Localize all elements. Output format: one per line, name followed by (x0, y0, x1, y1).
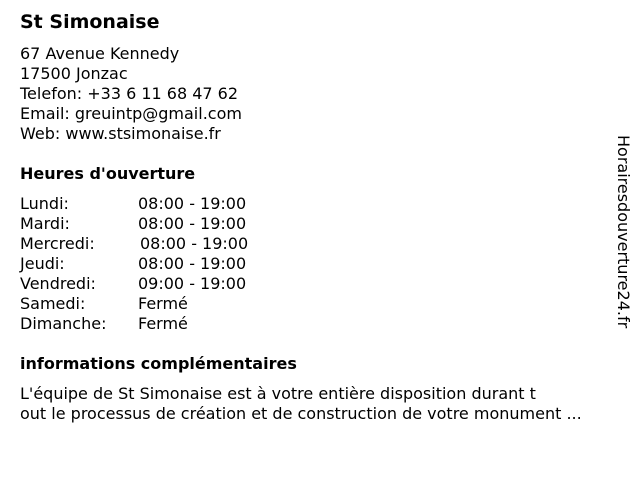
day-label: Samedi: (20, 294, 86, 313)
day-label: Mercredi: (20, 234, 95, 253)
website: Web: www.stsimonaise.fr (20, 124, 221, 143)
time-value: Fermé (138, 314, 188, 333)
address-city: 17500 Jonzac (20, 64, 128, 83)
time-value: 08:00 - 19:00 (140, 234, 249, 253)
time-value: 08:00 - 19:00 (138, 194, 247, 213)
contact-block (20, 44, 242, 144)
day-label: Dimanche: (20, 314, 107, 333)
info-line: L'équipe de St Simonaise est à votre entière disposition durant t (20, 384, 536, 403)
phone-number: Telefon: +33 6 11 68 47 62 (20, 84, 239, 103)
time-value: 08:00 - 19:00 (138, 254, 247, 273)
day-label: Mardi: (20, 214, 70, 233)
business-name: St Simonaise (20, 11, 160, 33)
site-watermark: Horairesdouverture24.fr (614, 135, 633, 329)
additional-info-heading: informations complémentaires (20, 354, 297, 373)
opening-hours-heading: Heures d'ouverture (20, 164, 196, 183)
time-value: 09:00 - 19:00 (138, 274, 247, 293)
day-label: Vendredi: (20, 274, 96, 293)
time-value: 08:00 - 19:00 (138, 214, 247, 233)
additional-info-text (20, 384, 635, 424)
address-street: 67 Avenue Kennedy (20, 44, 180, 63)
day-label: Jeudi: (20, 254, 65, 273)
time-value: Fermé (138, 294, 188, 313)
info-line: out le processus de création et de construction de votre monument ... (20, 404, 582, 423)
email-address: Email: greuintp@gmail.com (20, 104, 242, 123)
day-label: Lundi: (20, 194, 69, 213)
